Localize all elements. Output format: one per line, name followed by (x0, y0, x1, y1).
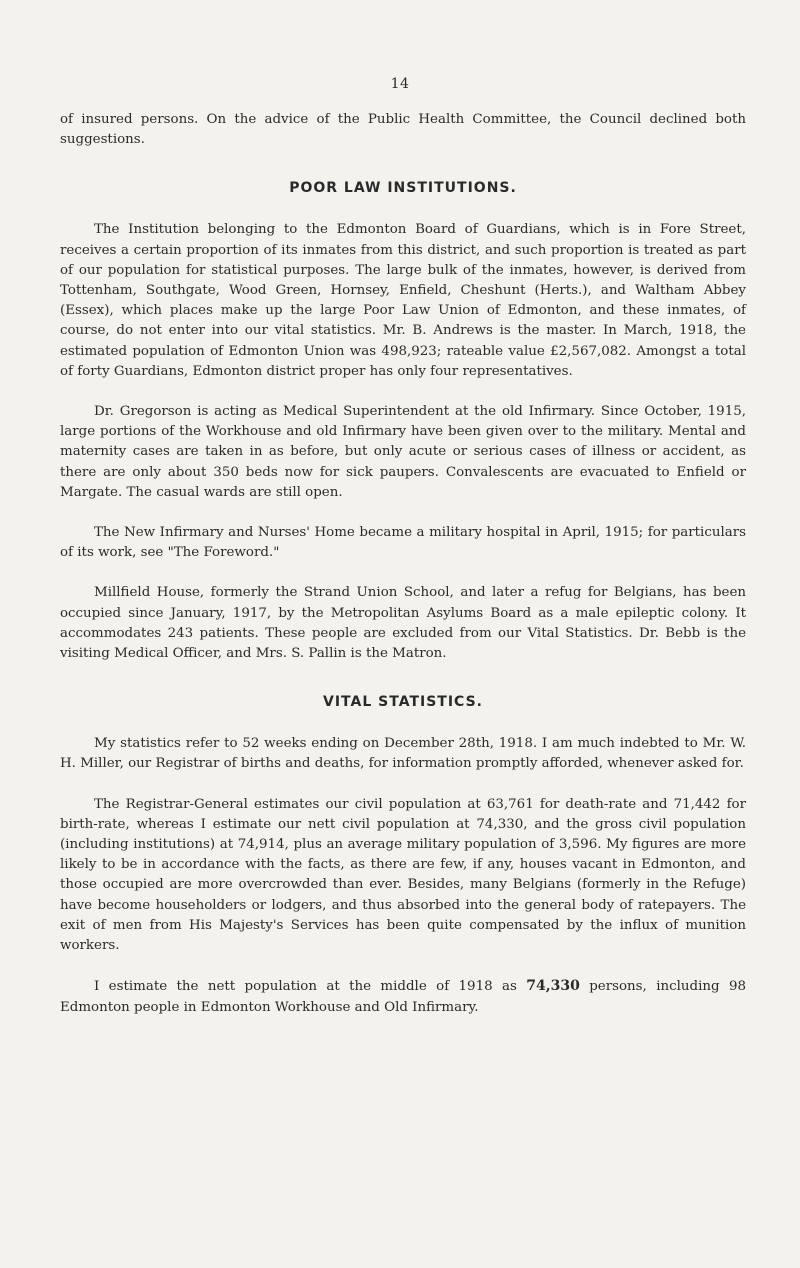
poor-law-paragraph-4: Millfield House, formerly the Strand Union School, and later a refug for Belgians, has been occupied since January, 1917, by the Metropolitan Asylums Board as a male epileptic colony. It accommodates 243 patients. These people are excluded from our Vital Statistics. Dr. Bebb is the visiting Medical Officer, and Mrs. S. Pallin is the Matron. (60, 585, 746, 662)
poor-law-paragraph-3: The New Infirmary and Nurses' Home became a military hospital in April, 1915; for particulars of its work, see "The Foreword." (60, 525, 746, 561)
vital-statistics-paragraph-3 (60, 976, 746, 1017)
population-estimate: 74,330 (526, 978, 580, 995)
final-paragraph-tail: persons, including 98 Edmonton people in Edmonton Workhouse and Old Infirmary. (60, 979, 746, 1015)
vital-statistics-paragraph-2: The Registrar-General estimates our civil population at 63,761 for death-rate and 71,442 for birth-rate, whereas I estimate our nett civil population at 74,330, and the gross civil population (including institutions) at 74,914, plus an average military population of 3,596. My figures are more likely to be in accordance with the facts, as there are few, if any, houses vacant in Edmonton, and those occupied are more overcrowded than ever. Besides, many Belgians (formerly in the Refuge) have become householders or lodgers, and thus absorbed into the general body of ratepayers. The exit of men from His Majesty's Services has been quite compensated by the influx of munition workers. (60, 796, 746, 954)
section-heading-poor-law: POOR LAW INSTITUTIONS. (289, 180, 517, 197)
page-body (60, 110, 746, 1018)
poor-law-paragraph-2: Dr. Gregorson is acting as Medical Superintendent at the old Infirmary. Since October, 1915, large portions of the Workhouse and old Infirmary have been given over to the military. Mental and maternity cases are taken in as before, but only acute or serious cases of illness or accident, as there are only about 350 beds now for sick paupers. Convalescents are evacuated to Enfield or Margate. The casual wards are still open. (60, 404, 746, 500)
poor-law-paragraph-1: The Institution belonging to the Edmonton Board of Guardians, which is in Fore Street, receives a certain proportion of its inmates from this district, and such proportion is treated as part of our population for statistical purposes. The large bulk of the inmates, however, is derived from Tottenham, Southgate, Wood Green, Hornsey, Enfield, Cheshunt (Herts.), and Waltham Abbey (Essex), which places make up the large Poor Law Union of Edmonton, and these inmates, of course, do not enter into our vital statistics. Mr. B. Andrews is the master. In March, 1918, the estimated population of Edmonton Union was 498,923; rateable value £2,567,082. Amongst a total of forty Guardians, Edmonton district proper has only four representatives. (60, 222, 746, 379)
section-heading-vital-statistics: VITAL STATISTICS. (323, 694, 483, 711)
final-paragraph-lead: I estimate the nett population at the middle of 1918 as (94, 979, 527, 995)
page-number: 14 (390, 76, 410, 92)
vital-statistics-paragraph-1: My statistics refer to 52 weeks ending on December 28th, 1918. I am much indebted to Mr. W. H. Miller, our Registrar of births and deaths, for information promptly afforded, whenever asked for. (60, 736, 746, 772)
opening-paragraph: of insured persons. On the advice of the Public Health Committee, the Council declined both suggestions. (60, 112, 746, 148)
